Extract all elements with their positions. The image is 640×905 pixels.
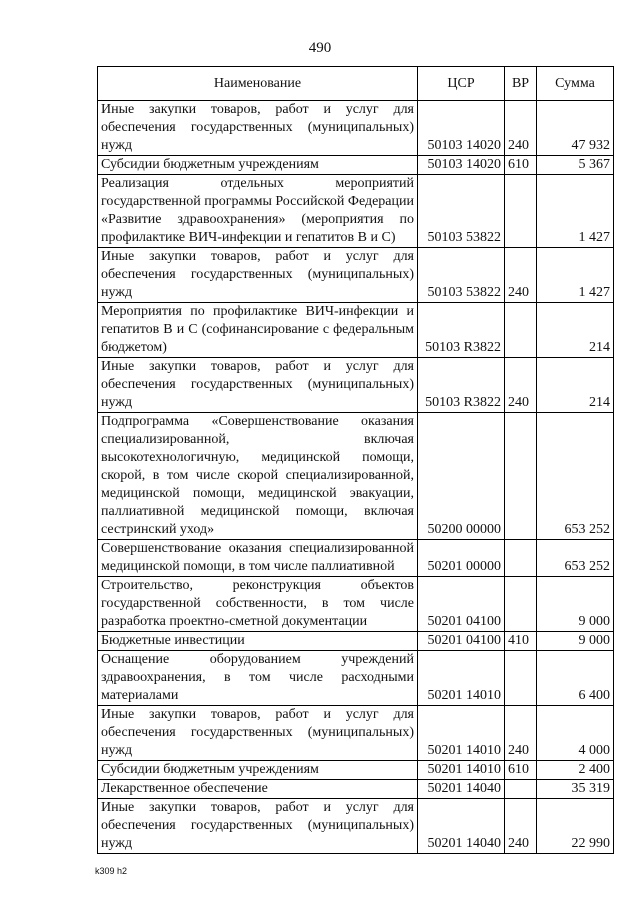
table-row xyxy=(98,303,614,358)
cell-name: Иные закупки товаров, работ и услуг для обеспечения государственных (муниципальных) нужд xyxy=(98,706,418,761)
cell-csr: 50103 14020 xyxy=(418,156,505,175)
table-header-row xyxy=(98,67,614,101)
cell-vr: 410 xyxy=(505,632,537,651)
cell-name: Иные закупки товаров, работ и услуг для обеспечения государственных (муниципальных) нужд xyxy=(98,101,418,156)
cell-csr: 50201 14040 xyxy=(418,780,505,799)
cell-amount: 214 xyxy=(537,358,614,413)
cell-name: Мероприятия по профилактике ВИЧ-инфекции и гепатитов В и С (софинансирование с федеральным бюджетом) xyxy=(98,303,418,358)
cell-amount: 4 000 xyxy=(537,706,614,761)
table-row xyxy=(98,413,614,540)
cell-vr xyxy=(505,413,537,540)
cell-amount: 1 427 xyxy=(537,248,614,303)
cell-vr: 610 xyxy=(505,156,537,175)
cell-csr: 50201 14010 xyxy=(418,761,505,780)
header-name: Наименование xyxy=(98,67,418,101)
cell-name: Подпрограмма «Совершенствование оказания специализированной, включая высокотехнологичную, медицинской помощи, скорой, в том числе скорой специализированной, медицинской помощи, медицинской эвакуации, паллиативной медицинской помощи, включая сестринский уход» xyxy=(98,413,418,540)
cell-vr: 610 xyxy=(505,761,537,780)
cell-vr xyxy=(505,577,537,632)
table-row xyxy=(98,651,614,706)
cell-name: Совершенствование оказания специализированной медицинской помощи, в том числе паллиативной xyxy=(98,540,418,577)
cell-csr: 50103 R3822 xyxy=(418,358,505,413)
cell-vr: 240 xyxy=(505,101,537,156)
cell-csr: 50103 14020 xyxy=(418,101,505,156)
cell-csr: 50103 53822 xyxy=(418,248,505,303)
page-number: 490 xyxy=(308,40,332,56)
cell-amount: 653 252 xyxy=(537,413,614,540)
table-row xyxy=(98,156,614,175)
cell-vr xyxy=(505,303,537,358)
cell-vr xyxy=(505,540,537,577)
cell-amount: 1 427 xyxy=(537,175,614,248)
cell-name: Реализация отдельных мероприятий государственной программы Российской Федерации «Развитие здравоохранения» (мероприятия по профилактике ВИЧ-инфекции и гепатитов В и С) xyxy=(98,175,418,248)
cell-amount: 653 252 xyxy=(537,540,614,577)
cell-name: Бюджетные инвестиции xyxy=(98,632,418,651)
table-row xyxy=(98,175,614,248)
cell-csr: 50201 00000 xyxy=(418,540,505,577)
cell-name: Оснащение оборудованием учреждений здравоохранения, в том числе расходными материалами xyxy=(98,651,418,706)
cell-csr: 50103 R3822 xyxy=(418,303,505,358)
budget-table xyxy=(97,66,614,854)
cell-name: Иные закупки товаров, работ и услуг для обеспечения государственных (муниципальных) нужд xyxy=(98,799,418,854)
cell-name: Лекарственное обеспечение xyxy=(98,780,418,799)
cell-name: Иные закупки товаров, работ и услуг для обеспечения государственных (муниципальных) нужд xyxy=(98,248,418,303)
table-row xyxy=(98,540,614,577)
cell-amount: 2 400 xyxy=(537,761,614,780)
cell-vr: 240 xyxy=(505,706,537,761)
cell-name: Иные закупки товаров, работ и услуг для обеспечения государственных (муниципальных) нужд xyxy=(98,358,418,413)
header-csr: ЦСР xyxy=(418,67,505,101)
cell-vr xyxy=(505,651,537,706)
table-row xyxy=(98,706,614,761)
cell-name: Субсидии бюджетным учреждениям xyxy=(98,761,418,780)
table-row xyxy=(98,101,614,156)
cell-csr: 50200 00000 xyxy=(418,413,505,540)
table-row xyxy=(98,761,614,780)
table-row xyxy=(98,780,614,799)
table-row xyxy=(98,632,614,651)
cell-vr: 240 xyxy=(505,358,537,413)
cell-csr: 50201 04100 xyxy=(418,632,505,651)
table-row xyxy=(98,248,614,303)
cell-amount: 35 319 xyxy=(537,780,614,799)
cell-vr: 240 xyxy=(505,248,537,303)
table-row xyxy=(98,577,614,632)
cell-amount: 9 000 xyxy=(537,577,614,632)
header-amount: Сумма xyxy=(537,67,614,101)
cell-csr: 50201 14010 xyxy=(418,706,505,761)
cell-csr: 50103 53822 xyxy=(418,175,505,248)
cell-csr: 50201 14010 xyxy=(418,651,505,706)
cell-amount: 5 367 xyxy=(537,156,614,175)
header-vr: ВР xyxy=(505,67,537,101)
cell-csr: 50201 04100 xyxy=(418,577,505,632)
table-body xyxy=(98,101,614,854)
cell-name: Строительство, реконструкция объектов государственной собственности, в том числе разработка проектно-сметной документации xyxy=(98,577,418,632)
table-row xyxy=(98,799,614,854)
footer-code: k309 h2 xyxy=(95,866,128,876)
cell-vr xyxy=(505,175,537,248)
cell-vr xyxy=(505,780,537,799)
cell-amount: 6 400 xyxy=(537,651,614,706)
cell-amount: 214 xyxy=(537,303,614,358)
table-row xyxy=(98,358,614,413)
cell-amount: 22 990 xyxy=(537,799,614,854)
cell-amount: 47 932 xyxy=(537,101,614,156)
cell-vr: 240 xyxy=(505,799,537,854)
cell-amount: 9 000 xyxy=(537,632,614,651)
cell-csr: 50201 14040 xyxy=(418,799,505,854)
cell-name: Субсидии бюджетным учреждениям xyxy=(98,156,418,175)
